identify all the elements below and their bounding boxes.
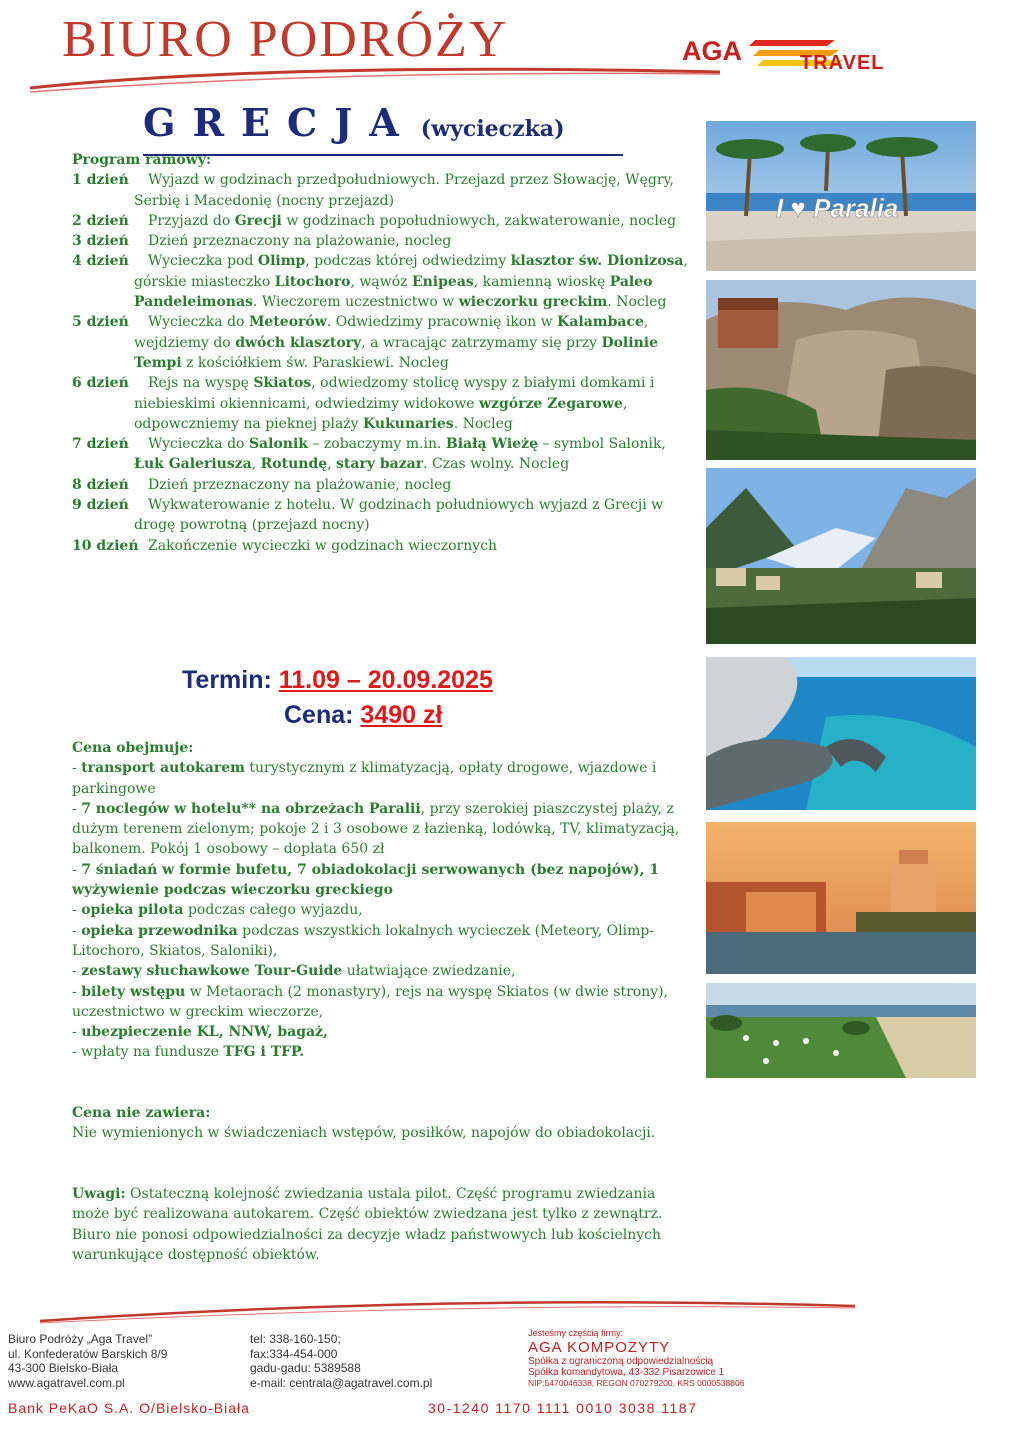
footer-contact xyxy=(250,1332,432,1390)
included-item-text: - xyxy=(72,861,82,878)
included-item-text: podczas wszystkich lokalnych wycieczek (Meteory, Olimp-Litochoro, Skiatos, Saloniki), xyxy=(72,922,655,959)
included-item xyxy=(72,961,697,981)
program-day xyxy=(72,475,697,495)
footer-gadu: gadu-gadu: 5389588 xyxy=(250,1361,361,1375)
notes-text: Ostateczną kolejność zwiedzania ustala pilot. Część programu zwiedzania może być realizowana autokarem. Część obiektów zwiedzana jest tylko z zewnątrz. Biuro nie ponosi odpowiedzialności za decyzje władz państwowych lub kościelnych warunkujące dostępność obiektów. xyxy=(72,1186,663,1263)
program-day-label: 2 dzień xyxy=(72,212,129,229)
program-day-text: Wycieczka pod xyxy=(148,253,258,270)
program-day-text: Olimp xyxy=(257,253,306,270)
program-day-text: Skiatos xyxy=(253,375,312,392)
notes-section xyxy=(72,1184,697,1265)
program-day-text: Grecji xyxy=(234,212,282,229)
included-item-text: - xyxy=(72,760,82,777)
program-day-text: , xyxy=(327,456,337,473)
photo-hotel-grounds xyxy=(706,983,976,1078)
included-item xyxy=(72,1022,697,1042)
included-item xyxy=(72,758,697,799)
included-item xyxy=(72,900,697,920)
photo-paralia-beach xyxy=(706,121,976,271)
included-item-text: TFG i TFP. xyxy=(223,1044,305,1061)
program-day-text: Kalambace xyxy=(557,314,644,331)
program-day-label: 9 dzień xyxy=(72,497,129,514)
program-day-label: 6 dzień xyxy=(72,375,129,392)
termin-row xyxy=(182,663,493,697)
program-day-text: , odwiedzomy stolicę wyspy z białymi domkami i niebieskimi okiennicami, odwiedzimy widokowe xyxy=(134,375,655,412)
included-item-text: turystycznym z klimatyzacją, opłaty drogowe, wjazdowe i parkingowe xyxy=(72,760,657,797)
photo-skiathos-coast xyxy=(706,657,976,810)
program-day-text: klasztor św. Dionizosa xyxy=(510,253,684,270)
included-item-text: bilety wstępu xyxy=(81,983,186,1000)
included-item-text: opieka pilota xyxy=(81,902,184,919)
program-day-text: Meteorów xyxy=(248,314,327,331)
included-item-text: - xyxy=(72,922,82,939)
included-item-text: 7 śniadań w formie bufetu, 7 obiadokolacji serwowanych (bez napojów), 1 wyżywienie podczas wieczorku greckiego xyxy=(72,861,660,899)
program-day xyxy=(72,536,697,556)
program-day-text: , xyxy=(251,456,261,473)
program-day-text: , odpowczniemy na pieknej plaży xyxy=(134,395,628,432)
trip-title xyxy=(143,100,623,156)
program-day-text: , wąwóz xyxy=(350,273,412,290)
program-day-text: dwóch klasztory xyxy=(235,334,362,351)
footer-address-line: Biuro Podróży „Aga Travel” xyxy=(8,1332,153,1346)
excluded-text: Nie wymienionych w świadczeniach wstępów, posiłków, napojów do obiadokolacji. xyxy=(72,1125,656,1142)
program-day-text: . Wieczorem uczestnictwo w xyxy=(252,294,459,311)
program-day-label: 8 dzień xyxy=(72,476,129,493)
included-item-text: podczas całego wyjazdu, xyxy=(183,902,363,919)
paralia-sign-text: I ♥ Paralia xyxy=(776,193,899,223)
included-item-text: - xyxy=(72,1024,82,1041)
program-day-text: Dolinie Tempi xyxy=(134,334,658,371)
included-item-text: opieka przewodnika xyxy=(81,922,238,939)
included-item-text: - xyxy=(72,963,82,980)
header-swoosh-decoration xyxy=(30,58,730,98)
excluded-heading: Cena nie zawiera: xyxy=(72,1105,211,1121)
footer-company xyxy=(528,1328,744,1388)
program-day xyxy=(72,434,697,475)
included-item-text: transport autokarem xyxy=(81,760,245,777)
program-day-text: Litochoro xyxy=(274,273,351,290)
included-section xyxy=(72,738,697,1063)
program-day-text: – symbol Salonik, xyxy=(538,436,666,453)
program-day-text: – zobaczymy m.in. xyxy=(307,436,446,453)
program-day xyxy=(72,495,697,536)
program-day-label: 10 dzień xyxy=(72,537,139,554)
program-day-text: Salonik xyxy=(248,436,308,453)
included-item-text: w Metaorach (2 monastyry), rejs na wyspę Skiatos (w dwie strony), uczestnictwo w greckim wieczorze, xyxy=(72,983,669,1020)
program-day xyxy=(72,170,697,211)
program-section xyxy=(72,150,697,556)
program-day-text: Białą Wieżę xyxy=(445,436,539,453)
included-item-text: - xyxy=(72,983,82,1000)
included-item-text: - xyxy=(72,800,82,817)
footer-email-link[interactable]: e-mail: centrala@agatravel.com.pl xyxy=(250,1375,433,1390)
trip-type: (wycieczka) xyxy=(420,116,565,142)
footer-bank: Bank PeKaO S.A. O/Bielsko-Biała xyxy=(8,1400,250,1416)
program-day-text: z kościółkiem św. Paraskiewi. Nocleg xyxy=(181,354,449,371)
footer-phone: tel: 338-160-150; xyxy=(250,1332,341,1346)
program-day-text: Przyjazd do xyxy=(148,212,235,229)
footer-company-brand: AGA KOMPOZYTY xyxy=(528,1339,671,1356)
program-day-text: Dzień przeznaczony na plażowanie, nocleg xyxy=(148,233,452,250)
program-day-text: Rejs na wyspę xyxy=(148,375,254,392)
program-day-text: Kukunaries xyxy=(363,415,454,432)
included-item-text: 7 noclegów w hotelu** na obrzeżach Paralii xyxy=(81,800,421,817)
program-day-text: Rotundę xyxy=(260,456,328,473)
program-day xyxy=(72,211,697,231)
included-item xyxy=(72,921,697,962)
included-item xyxy=(72,1042,697,1062)
program-day xyxy=(72,373,697,434)
included-heading: Cena obejmuje: xyxy=(72,740,194,756)
program-day-list xyxy=(72,170,697,556)
trip-country: GRECJA xyxy=(143,100,416,145)
included-item-text: , przy szerokiej piaszczystej plaży, z dużym terenem zielonym; pokoje 2 i 3 osobowe z łazienką, lodówką, TV, klimatyzacją, balkonem. Pokój 1 osobowy – dopłata 650 zł xyxy=(72,800,680,858)
program-day xyxy=(72,231,697,251)
program-day-text: Enipeas xyxy=(411,273,474,290)
included-item-text: ubezpieczenie KL, NNW, bagaż, xyxy=(81,1024,328,1041)
footer-company-label: Jesteśmy częścią firmy: xyxy=(528,1328,624,1338)
program-day-text: . Czas wolny. Nocleg xyxy=(423,456,570,473)
footer-fax: fax:334-454-000 xyxy=(250,1346,338,1361)
termin-value: 11.09 – 20.09.2025 xyxy=(278,666,493,694)
footer-account: 30-1240 1170 1111 0010 3038 1187 xyxy=(428,1400,698,1416)
price-row xyxy=(284,698,442,732)
program-day-text: , kamienną wioskę xyxy=(473,273,610,290)
program-day-text: wzgórze Zegarowe xyxy=(478,395,623,412)
program-day-label: 5 dzień xyxy=(72,314,129,331)
program-day-label: 1 dzień xyxy=(72,172,129,189)
termin-label: Termin: xyxy=(182,666,272,694)
program-day-text: Łuk Galeriusza xyxy=(134,456,252,473)
program-day-label: 7 dzień xyxy=(72,436,129,453)
program-day-text: wieczorku greckim xyxy=(458,294,608,311)
footer-swoosh-decoration xyxy=(40,1296,860,1326)
price-value: 3490 zł xyxy=(360,701,443,729)
program-day xyxy=(72,251,697,312)
footer-address-line: 43-300 Bielsko-Biała xyxy=(8,1361,119,1375)
program-day-text: , wejdziemy do xyxy=(134,314,649,351)
footer-address-line: ul. Konfederatów Barskich 8/9 xyxy=(8,1346,168,1361)
program-day-text: Wyjazd w godzinach przedpołudniowych. Przejazd przez Słowację, Węgry, Serbię i Macedonię (nocny przejazd) xyxy=(134,172,675,209)
footer-company-ids: NIP:5470046338, REGON 070279200, KRS 0000538806 xyxy=(528,1378,745,1388)
program-day-text: Paleo Pandeleimonas xyxy=(134,273,653,311)
program-day-text: , a wracając zatrzymamy się przy xyxy=(361,334,602,351)
program-day-text: stary bazar xyxy=(336,456,424,473)
footer-company-line: Spółka komandytowa, 43-332 Pisarzowice 1 xyxy=(528,1367,725,1378)
agency-title: BIURO PODRÓŻY xyxy=(62,11,509,68)
program-day-text: , górskie miasteczko xyxy=(134,253,688,290)
footer-company-line: Spółka z ograniczoną odpowiedzialnością xyxy=(528,1356,714,1367)
included-item xyxy=(72,799,697,860)
included-item xyxy=(72,860,697,901)
program-day xyxy=(72,312,697,373)
logo-travel-text: TRAVEL xyxy=(800,52,885,74)
price-label: Cena: xyxy=(284,701,354,729)
photo-meteora-monastery xyxy=(706,280,976,460)
program-day-text: Dzień przeznaczony na plażowanie, nocleg xyxy=(148,476,452,493)
included-item xyxy=(72,982,697,1023)
program-day-text: Wycieczka do xyxy=(148,314,249,331)
footer-address xyxy=(8,1332,167,1390)
program-day-label: 3 dzień xyxy=(72,233,129,250)
included-list xyxy=(72,758,697,1062)
program-day-text: . Nocleg xyxy=(453,415,513,432)
included-item-text: zestawy słuchawkowe Tour-Guide xyxy=(81,963,343,980)
included-item-text: - xyxy=(72,902,82,919)
photo-olympus-mountains xyxy=(706,468,976,644)
program-day-text: w godzinach popołudniowych, zakwaterowanie, nocleg xyxy=(281,212,677,229)
program-heading: Program ramowy: xyxy=(72,152,212,168)
footer-website-link[interactable]: www.agatravel.com.pl xyxy=(8,1375,125,1390)
program-day-text: Zakończenie wycieczki w godzinach wieczornych xyxy=(148,537,498,554)
program-day-text: Wykwaterowanie z hotelu. W godzinach południowych wyjazd z Grecji w drogę powrotną (przejazd nocny) xyxy=(134,497,664,534)
program-day-text: . Odwiedzimy pracownię ikon w xyxy=(326,314,558,331)
excluded-section xyxy=(72,1103,672,1144)
included-item-text: - wpłaty na fundusze xyxy=(72,1044,224,1061)
logo-aga-text: AGA xyxy=(682,36,742,66)
program-day-text: . Nocleg xyxy=(607,294,667,311)
photo-thessaloniki-white-tower xyxy=(706,822,976,974)
program-day-label: 4 dzień xyxy=(72,253,129,270)
program-day-text: , podczas której odwiedzimy xyxy=(305,253,511,270)
notes-heading: Uwagi: xyxy=(72,1186,126,1202)
program-day-text: Wycieczka do xyxy=(148,436,249,453)
included-item-text: ułatwiające zwiedzanie, xyxy=(342,963,516,980)
